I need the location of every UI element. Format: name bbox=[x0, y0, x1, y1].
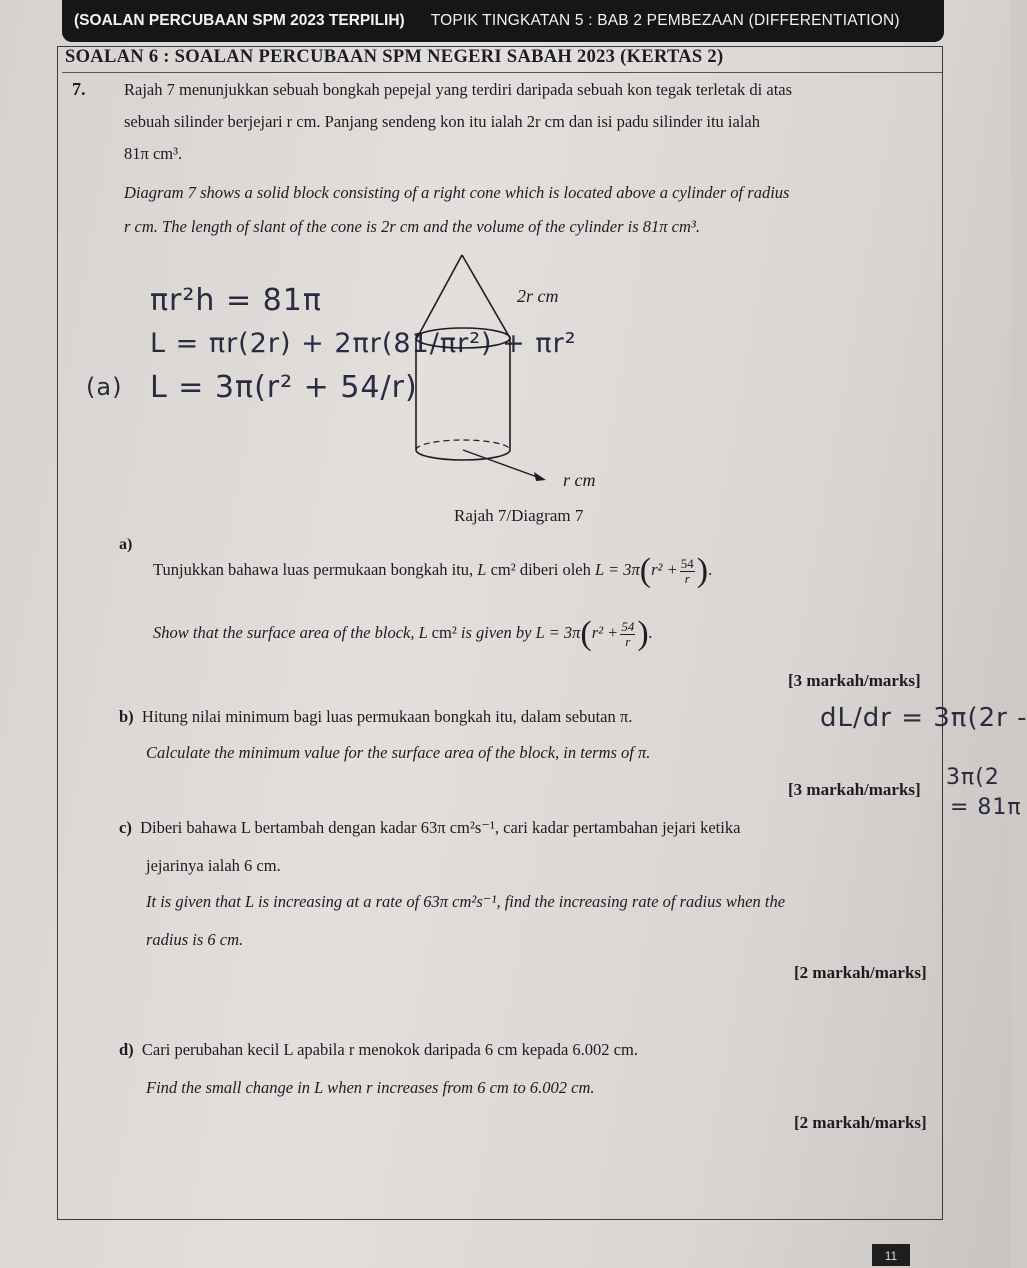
cone-right-slant bbox=[462, 255, 510, 338]
part-a-bm-L: L bbox=[477, 559, 487, 579]
part-b-bm-text: Hitung nilai minimum bagi luas permukaan bongkah itu, dalam sebutan π. bbox=[141, 707, 633, 726]
part-d-label: d) bbox=[119, 1040, 134, 1059]
cone-cylinder-diagram bbox=[400, 250, 630, 500]
intro-bm-line3: 81π cm³. bbox=[124, 144, 183, 163]
handwritten-derivative: dL/dr = 3π(2r - bbox=[820, 703, 1027, 733]
part-a-bm-mid: diberi oleh bbox=[519, 559, 591, 579]
part-b-en: Calculate the minimum value for the surface area of the block, in terms of π. bbox=[146, 743, 651, 762]
part-c-bm-text1: Diberi bahawa L bertambah dengan kadar 63π cm²s⁻¹, cari kadar pertambahan jejari ketika bbox=[140, 818, 741, 837]
handwritten-area-result: L = 3π(r² + 54/r) bbox=[150, 370, 418, 405]
intro-en-line1: Diagram 7 shows a solid block consisting of a right cone which is located above a cylinder of radius bbox=[124, 183, 790, 202]
radius-line bbox=[463, 450, 540, 478]
part-b-bm bbox=[119, 707, 632, 727]
part-a-label: a) bbox=[119, 536, 133, 553]
question-number: 7. bbox=[72, 79, 86, 99]
part-a-en-fraction: $\frac{54}{r}$ bbox=[621, 618, 635, 649]
part-a-bm-fraction: $\frac{54}{r}$ bbox=[680, 555, 694, 586]
intro-bm-line1: Rajah 7 menunjukkan sebuah bongkah pepejal yang terdiri daripada sebuah kon tegak terletak di atas bbox=[124, 80, 793, 99]
cylinder-top-ellipse bbox=[416, 328, 510, 348]
section-title: SOALAN 6 : SOALAN PERCUBAAN SPM NEGERI SABAH 2023 (KERTAS 2) bbox=[65, 47, 724, 67]
part-d-bm-text: Cari perubahan kecil L apabila r menokok daripada 6 cm kepada 6.002 cm. bbox=[141, 1040, 638, 1059]
part-a-bm: Tunjukkan bahawa luas permukaan bongkah itu, L cm² diberi oleh L = 3π(r² + $\frac{54}{r}$ ). bbox=[153, 552, 713, 589]
part-a-en-mid: is given by bbox=[460, 622, 532, 642]
diagram-caption: Rajah 7/Diagram 7 bbox=[454, 506, 584, 525]
radius-arrowhead bbox=[534, 472, 546, 481]
intro-bm-line2: sebuah silinder berjejari r cm. Panjang sendeng kon itu ialah 2r cm dan isi padu silinder itu ialah bbox=[124, 112, 760, 131]
part-d-bm bbox=[119, 1040, 638, 1060]
handwritten-volume-eq: πr²h = 81π bbox=[150, 283, 322, 318]
radius-label: r cm bbox=[563, 470, 596, 490]
part-c-en-line2: radius is 6 cm. bbox=[146, 930, 244, 949]
page-number: 11 bbox=[872, 1244, 910, 1266]
header-right: TOPIK TINGKATAN 5 : BAB 2 PEMBEZAAN (DIFFERENTIATION) bbox=[430, 12, 900, 29]
cylinder-bottom-front bbox=[416, 450, 510, 460]
part-d-en: Find the small change in L when r increases from 6 cm to 6.002 cm. bbox=[146, 1078, 595, 1097]
part-a-marks: [3 markah/marks] bbox=[788, 671, 921, 690]
part-a-bm-formula-r2: r² + bbox=[651, 559, 678, 579]
title-divider bbox=[62, 72, 942, 73]
part-b-marks: [3 markah/marks] bbox=[788, 780, 921, 799]
cone-left-slant bbox=[417, 255, 462, 338]
part-c-marks: [2 markah/marks] bbox=[794, 963, 927, 982]
part-b-label: b) bbox=[119, 707, 134, 726]
slant-label: 2r cm bbox=[517, 286, 559, 306]
part-a-en-prefix: Show that the surface area of the block, bbox=[153, 622, 415, 642]
handwritten-area-eq: L = πr(2r) + 2πr(81/πr²) + πr² bbox=[150, 328, 577, 359]
part-c-label: c) bbox=[119, 818, 132, 837]
part-a-en-formula-head: L = 3π bbox=[535, 622, 581, 642]
part-c-en-line1: It is given that L is increasing at a rate of 63π cm²s⁻¹, find the increasing rate of radius when the bbox=[146, 892, 786, 911]
page-header bbox=[62, 0, 944, 42]
part-a-en: Show that the surface area of the block, L cm² is given by L = 3π(r² + $\frac{54}{r}$ ). bbox=[153, 615, 653, 652]
handwritten-margin-2: = 81π bbox=[950, 795, 1022, 820]
part-d-marks: [2 markah/marks] bbox=[794, 1113, 927, 1132]
part-a-en-L: L bbox=[418, 622, 428, 642]
part-c-bm-line2: jejarinya ialah 6 cm. bbox=[146, 856, 281, 875]
part-a-bm-formula-head: L = 3π bbox=[595, 559, 640, 579]
intro-en-line2: r cm. The length of slant of the cone is 2r cm and the volume of the cylinder is 81π cm³. bbox=[124, 217, 700, 236]
part-a-bm-prefix: Tunjukkan bahawa luas permukaan bongkah itu, bbox=[153, 559, 474, 579]
part-a-en-unit: cm² bbox=[431, 622, 457, 642]
handwritten-part-a-label: (a) bbox=[86, 373, 123, 401]
part-a-en-formula-r2: r² + bbox=[591, 622, 619, 642]
cylinder-bottom-back bbox=[416, 440, 510, 450]
part-c-bm-line1 bbox=[119, 818, 740, 838]
header-left: (SOALAN PERCUBAAN SPM 2023 TERPILIH) bbox=[74, 12, 405, 29]
handwritten-margin-1: 3π(2 bbox=[946, 765, 1000, 790]
part-a-bm-unit: cm² bbox=[490, 559, 516, 579]
